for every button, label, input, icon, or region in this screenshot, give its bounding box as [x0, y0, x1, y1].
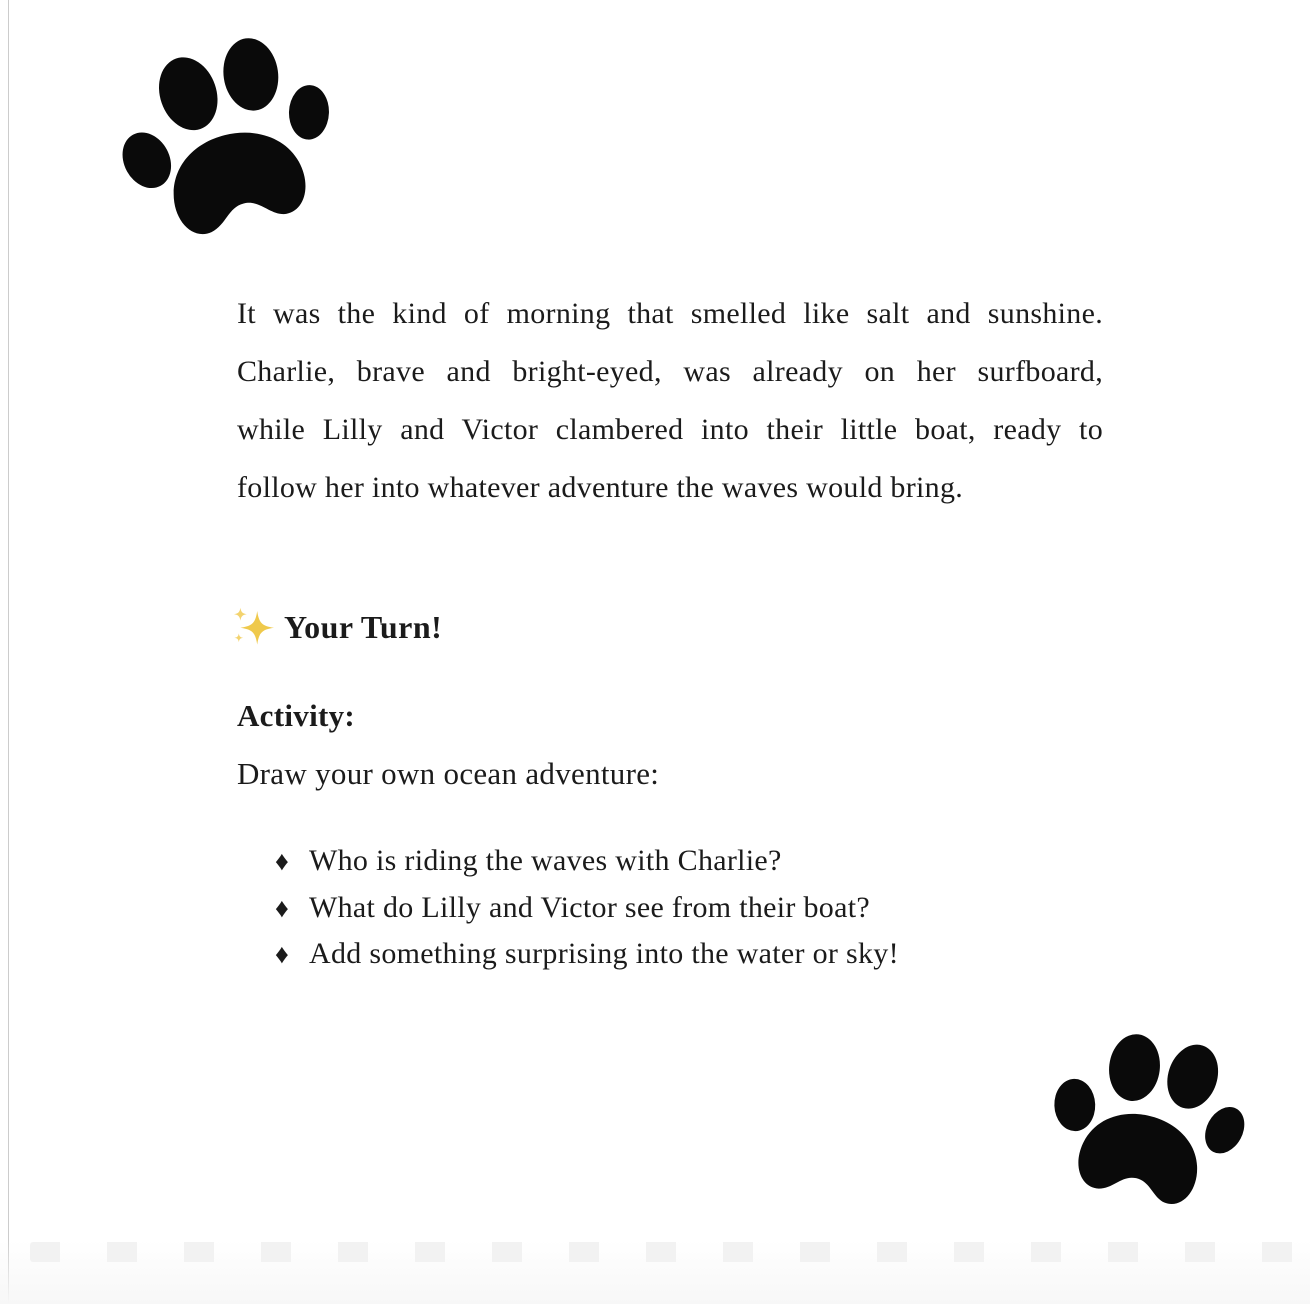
list-item — [275, 838, 899, 885]
paw-print-icon — [96, 17, 358, 272]
list-item — [275, 931, 899, 978]
list-item — [275, 885, 899, 932]
diamond-bullet-icon: ♦ — [275, 892, 290, 923]
story-line: follow her into whatever adventure the waves would bring. — [237, 471, 964, 504]
next-page-preview — [0, 1240, 1310, 1304]
list-item-text: Add something surprising into the water or sky! — [309, 937, 899, 970]
next-page-ghost-content — [30, 1242, 1310, 1262]
your-turn-label: Your Turn! — [284, 608, 443, 645]
diamond-bullet-icon: ♦ — [275, 939, 290, 969]
paw-print-icon — [1031, 1012, 1262, 1236]
story-paragraph — [237, 285, 1103, 517]
page-edge-divider — [8, 0, 9, 1304]
story-line: It was the kind of morning that smelled like salt and sunshine. — [237, 297, 1103, 330]
activity-list — [275, 838, 899, 978]
story-line: while Lilly and Victor clambered into their little boat, ready to — [237, 413, 1103, 446]
diamond-bullet-icon: ♦ — [275, 846, 290, 876]
your-turn-heading — [234, 606, 442, 648]
sparkles-icon — [234, 606, 274, 648]
list-item-text: What do Lilly and Victor see from their boat? — [309, 890, 870, 924]
activity-prompt: Draw your own ocean adventure: — [237, 756, 660, 791]
activity-heading: Activity: — [237, 698, 356, 733]
list-item-text: Who is riding the waves with Charlie? — [309, 844, 782, 877]
story-line: Charlie, brave and bright-eyed, was already on her surfboard, — [237, 355, 1103, 388]
